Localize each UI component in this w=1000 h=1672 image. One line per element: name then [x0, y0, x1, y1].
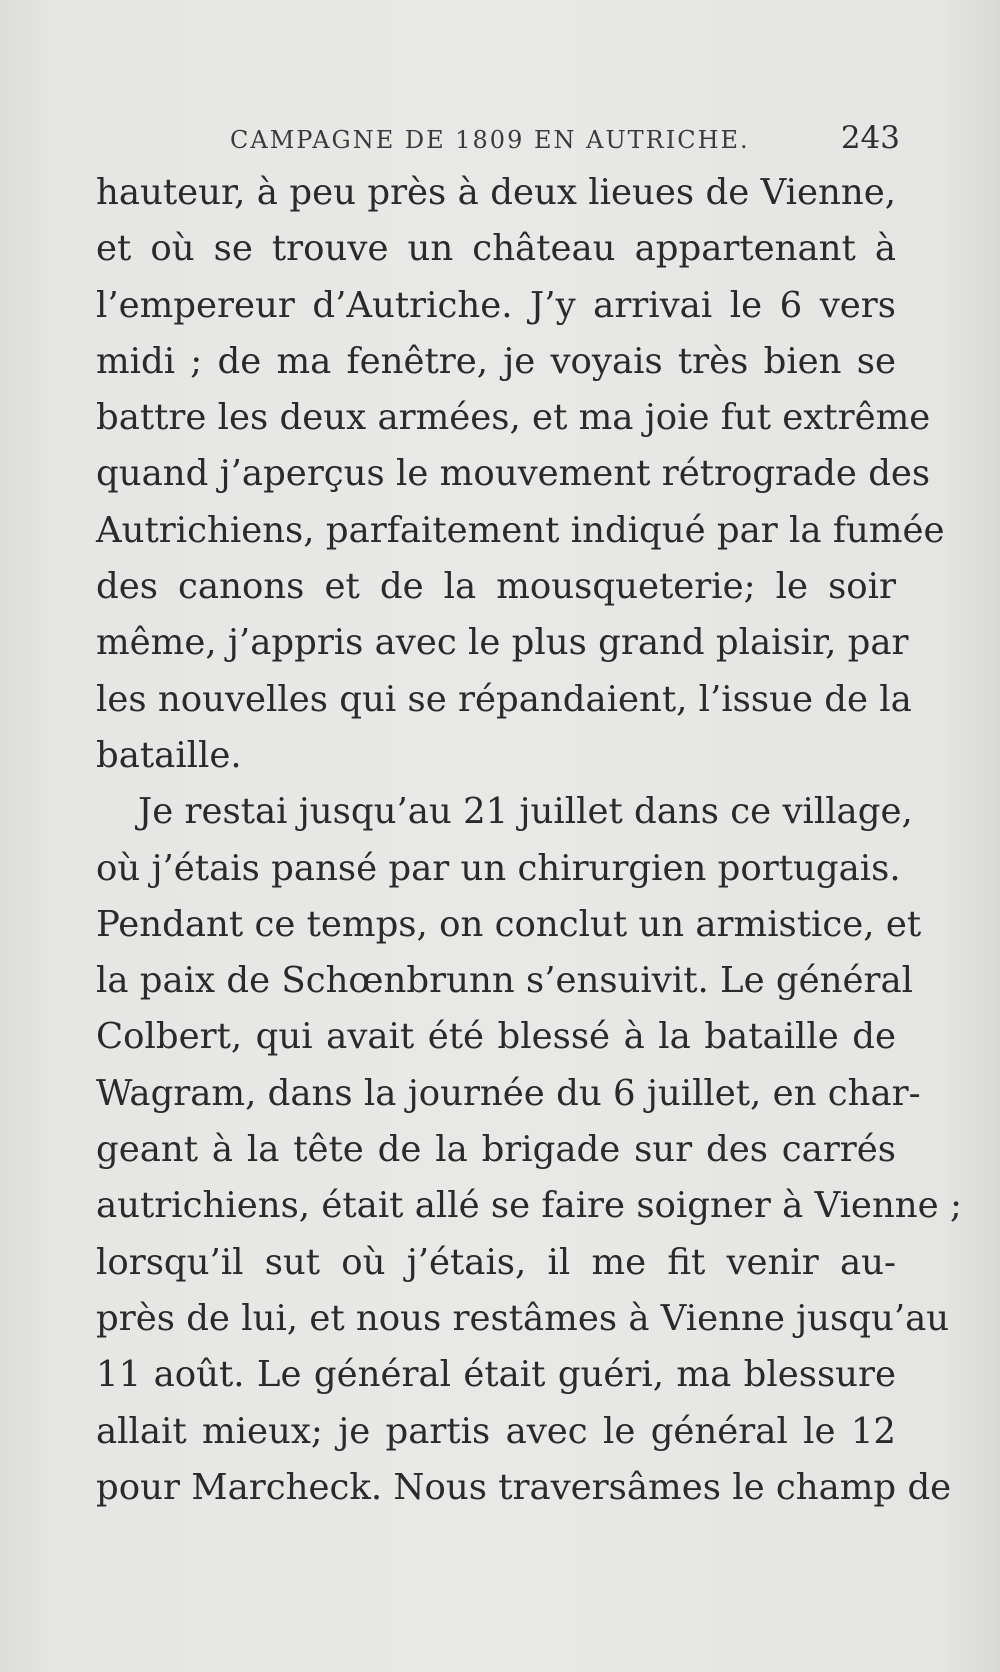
text-line: hauteur, à peu près à deux lieues de Vienne,: [96, 172, 896, 213]
text-line: pour Marcheck. Nous traversâmes le champ de: [96, 1466, 952, 1508]
text-line: midi ; de ma fenêtre, je voyais très bien se: [96, 340, 896, 382]
running-head: [100, 120, 900, 160]
text-line: Colbert, qui avait été blessé à la bataille de: [96, 1016, 896, 1058]
text-line: les nouvelles qui se répandaient, l’issue de la: [96, 678, 912, 720]
text-line: des canons et de la mousqueterie; le soir: [96, 566, 896, 608]
text-line: et où se trouve un château appartenant à: [96, 228, 896, 270]
text-line: lorsqu’il sut où j’étais, il me fit venir au-: [96, 1241, 896, 1283]
text-line: la paix de Schœnbrunn s’ensuivit. Le général: [96, 960, 913, 1002]
text-line: même, j’appris avec le plus grand plaisir, par: [96, 622, 909, 664]
text-line: battre les deux armées, et ma joie fut extrême: [96, 397, 931, 439]
text-line: où j’étais pansé par un chirurgien portugais.: [96, 847, 901, 889]
paragraph-end-line: bataille.: [96, 734, 242, 776]
text-line: quand j’aperçus le mouvement rétrograde des: [96, 453, 931, 495]
text-line: Wagram, dans la journée du 6 juillet, en char-: [96, 1072, 921, 1114]
paragraph-start-line: Je restai jusqu’au 21 juillet dans ce village,: [138, 791, 913, 833]
text-line: l’empereur d’Autriche. J’y arrivai le 6 vers: [96, 284, 896, 326]
body-text: [96, 165, 962, 1516]
text-line: allait mieux; je partis avec le général le 12: [96, 1410, 896, 1452]
text-line: Autrichiens, parfaitement indiqué par la fumée: [96, 509, 945, 551]
text-line: geant à la tête de la brigade sur des carrés: [96, 1129, 896, 1171]
text-line: près de lui, et nous restâmes à Vienne jusqu’au: [96, 1297, 950, 1339]
text-line: Pendant ce temps, on conclut un armistice, et: [96, 903, 922, 945]
page-number: 243: [840, 120, 900, 156]
text-line: autrichiens, était allé se faire soigner à Vienne ;: [96, 1185, 962, 1227]
running-title: CAMPAGNE DE 1809 EN AUTRICHE.: [230, 126, 750, 154]
text-line: 11 août. Le général était guéri, ma blessure: [96, 1354, 896, 1396]
